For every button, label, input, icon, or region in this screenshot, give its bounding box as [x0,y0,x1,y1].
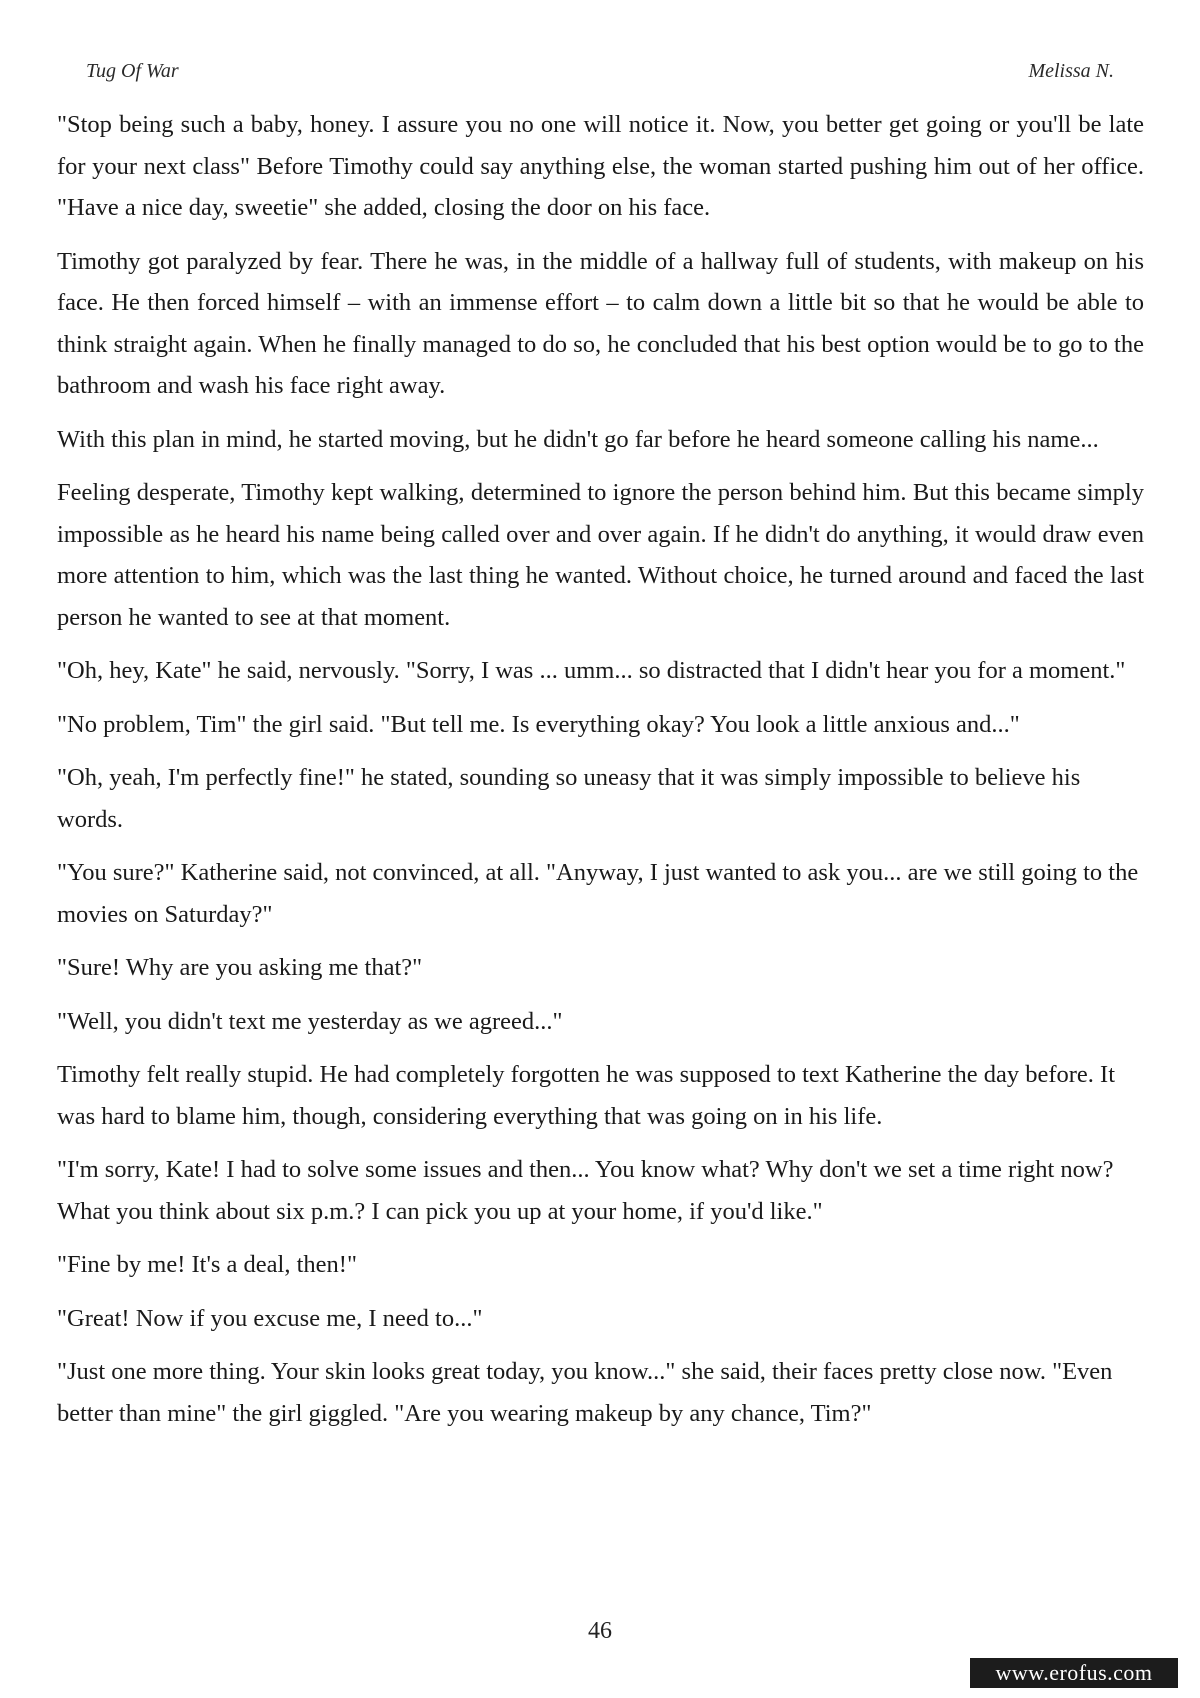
paragraph: "Oh, hey, Kate" he said, nervously. "Sorry, I was ... umm... so distracted that I didn't hear you for a moment." [57,657,1126,684]
paragraph: "You sure?" Katherine said, not convinced, at all. "Anyway, I just wanted to ask you... are we still going to the movies on Saturday?" [57,859,1139,928]
body-text [57,104,1144,1446]
paragraph: "Fine by me! It's a deal, then!" [57,1251,357,1278]
book-title: Tug Of War [86,60,179,82]
paragraph: Feeling desperate, Timothy kept walking, determined to ignore the person behind him. But this became simply impossible as he heard his name being called over and over again. If he didn't do anything, it would draw even more attention to him, which was the last thing he wanted. Without choice, he turned around and faced the last person he wanted to see at that moment. [57,479,1144,631]
paragraph: "Stop being such a baby, honey. I assure you no one will notice it. Now, you better get going or you'll be late for your next class" Before Timothy could say anything else, the woman started pushing him out of her office. "Have a nice day, sweetie" she added, closing the door on his face. [57,111,1144,221]
paragraph: "No problem, Tim" the girl said. "But tell me. Is everything okay? You look a little anxious and..." [57,710,1020,738]
paragraph: "Just one more thing. Your skin looks great today, you know..." she said, their faces pretty close now. "Even better than mine" the girl giggled. "Are you wearing makeup by any chance, Tim?" [57,1358,1113,1427]
author-name: Melissa N. [1028,60,1114,82]
watermark: www.erofus.com [970,1658,1178,1688]
paragraph: "Oh, yeah, I'm perfectly fine!" he stated, sounding so uneasy that it was simply impossible to believe his words. [57,764,1081,833]
paragraph: "I'm sorry, Kate! I had to solve some issues and then... You know what? Why don't we set a time right now? What you think about six p.m.? I can pick you up at your home, if you'd like." [57,1156,1114,1225]
page-header [86,60,1114,86]
paragraph: Timothy felt really stupid. He had completely forgotten he was supposed to text Katherine the day before. It was hard to blame him, though, considering everything that was going on in his life. [57,1061,1116,1130]
paragraph: "Well, you didn't text me yesterday as we agreed..." [57,1007,563,1035]
paragraph: "Great! Now if you excuse me, I need to..." [57,1304,483,1332]
paragraph: With this plan in mind, he started moving, but he didn't go far before he heard someone calling his name... [57,425,1099,453]
paragraph: "Sure! Why are you asking me that?" [57,954,423,981]
page-number: 46 [588,1618,612,1644]
paragraph: Timothy got paralyzed by fear. There he was, in the middle of a hallway full of students, with makeup on his face. He then forced himself – with an immense effort – to calm down a little bit so that he would be able to think straight again. When he finally managed to do so, he concluded that his best option would be to go to the bathroom and wash his face right away. [57,247,1144,399]
